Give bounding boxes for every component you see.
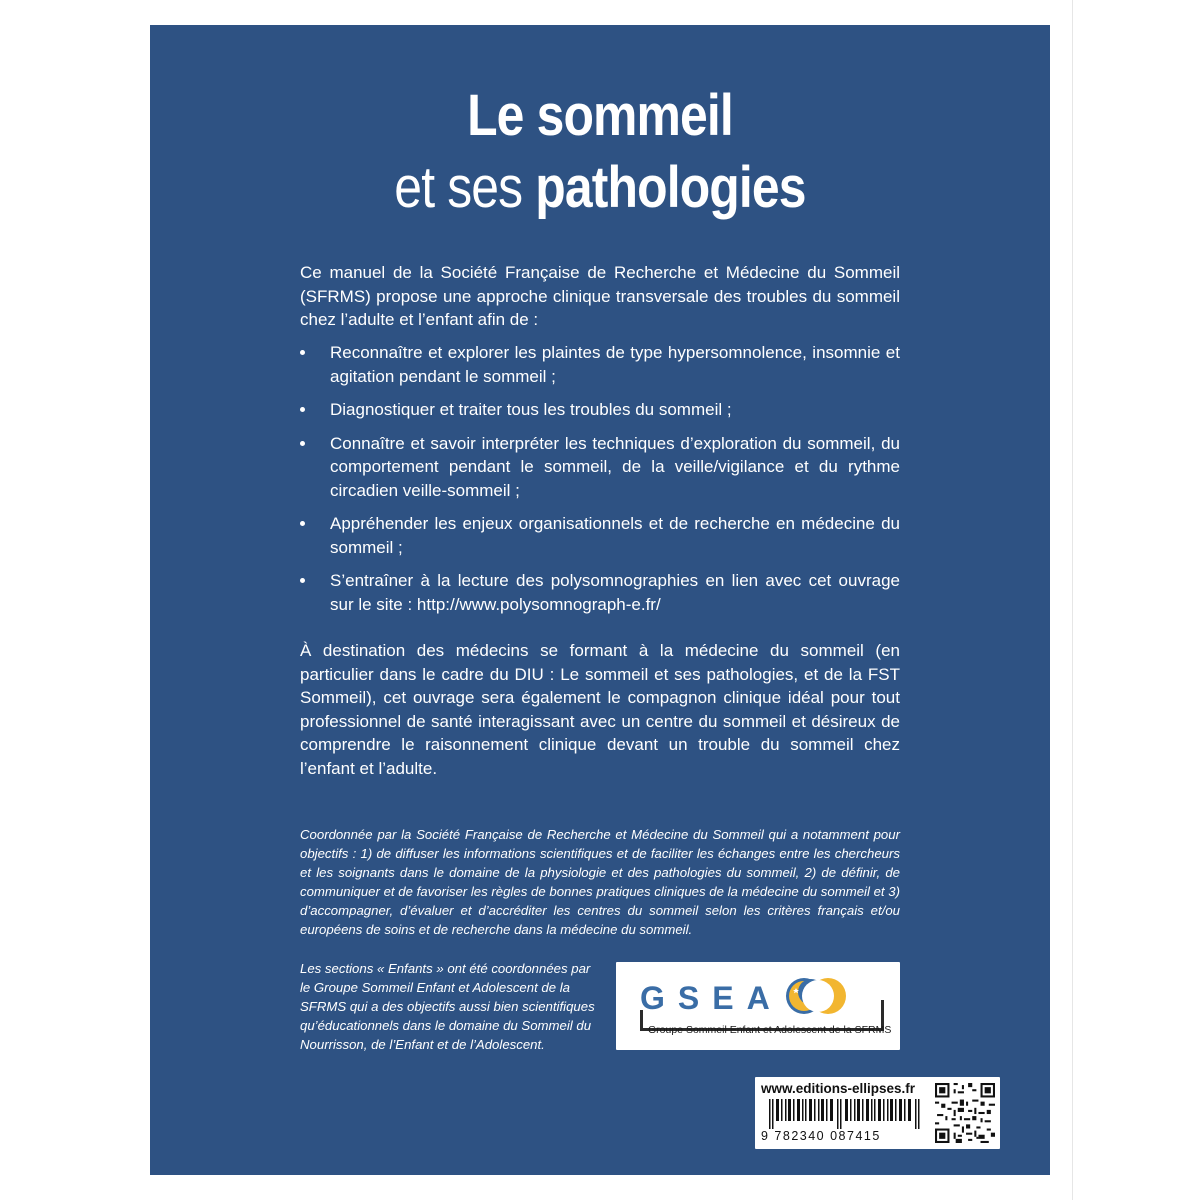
page-edge-rule — [1072, 0, 1073, 1200]
title-line-2-regular: et ses — [394, 155, 523, 220]
objective-item — [300, 432, 900, 503]
gsea-logo — [616, 962, 900, 1050]
gsea-logo-caption: Groupe Sommeil Enfant et Adolescent de la SFRMS — [648, 1024, 892, 1036]
bullet-icon — [300, 350, 305, 355]
bullet-icon — [300, 521, 305, 526]
objective-item — [300, 398, 900, 422]
objective-text: Appréhender les enjeux organisationnels et de recherche en médecine du sommeil ; — [330, 514, 900, 557]
isbn-barcode — [761, 1099, 929, 1129]
barcode-panel — [755, 1077, 1000, 1149]
objective-text: Diagnostiquer et traiter tous les troubles du sommeil ; — [330, 400, 732, 419]
objective-text: Connaître et savoir interpréter les techniques d’exploration du sommeil, du comportement pendant le sommeil, de la veille/vigilance et du rythme circadien veille-sommeil ; — [330, 433, 900, 500]
title-line-1: Le sommeil — [467, 83, 733, 148]
objective-text: S’entraîner à la lecture des polysomnographies en lien avec cet ouvrage sur le site : http://www.polysomnograph-e.fr/ — [330, 571, 900, 614]
bullet-icon — [300, 407, 305, 412]
objective-item — [300, 569, 900, 616]
title-line-2 — [213, 155, 987, 220]
coordination-note: Coordonnée par la Société Française de Recherche et Médecine du Sommeil qui a notamment pour objectifs : 1) de diffuser les informations scientifiques et de faciliter les échanges entre les chercheurs et les soignants dans le domaine de la physiologie et des pathologies du sommeil, 2) de définir, de communiquer et de favoriser les règles de bonnes pratiques cliniques de la médecine du sommeil et 3) d’accompagner, d’évaluer et d’accréditer les centres du sommeil selon les critères français et/ou européens de soins et de recherche dans la médecine du sommeil. — [300, 827, 900, 937]
intro-paragraph: Ce manuel de la Société Française de Recherche et Médecine du Sommeil (SFRMS) propose une approche clinique transversale des troubles du sommeil chez l’adulte et l’enfant afin de : — [300, 263, 900, 329]
qr-code-icon — [935, 1082, 995, 1144]
isbn-number: 9 782340 087415 — [761, 1129, 881, 1143]
gsea-logo-letters: GSEA — [640, 980, 783, 1016]
moon-icon — [784, 976, 864, 1016]
bullet-icon — [300, 578, 305, 583]
book-back-cover — [150, 25, 1050, 1175]
audience-paragraph: À destination des médecins se formant à la médecine du sommeil (en particulier dans le cadre du DIU : Le sommeil et ses pathologies, et de la FST Sommeil), cet ouvrage sera également le compagnon clinique idéal pour tout professionnel de santé interagissant avec un centre du sommeil et désireux de comprendre le raisonnement clinique devant un trouble du sommeil chez l’enfant et l’adulte. — [300, 641, 900, 778]
publisher-website: www.editions-ellipses.fr — [761, 1081, 916, 1096]
bullet-icon — [300, 441, 305, 446]
objective-text: Reconnaître et explorer les plaintes de type hypersomnolence, insomnie et agitation pendant le sommeil ; — [330, 343, 900, 386]
children-sections-note: Les sections « Enfants » ont été coordonnées par le Groupe Sommeil Enfant et Adolescent de la SFRMS qui a des objectifs aussi bien scientifiques qu’éducationnels dans le domaine du Sommeil du Nourrisson, de l’Enfant et de l’Adolescent. — [300, 961, 595, 1052]
objective-item — [300, 341, 900, 388]
objectives-list — [300, 341, 900, 626]
title-line-2-bold: pathologies — [535, 155, 806, 220]
book-title — [150, 83, 1050, 220]
objective-item — [300, 512, 900, 559]
